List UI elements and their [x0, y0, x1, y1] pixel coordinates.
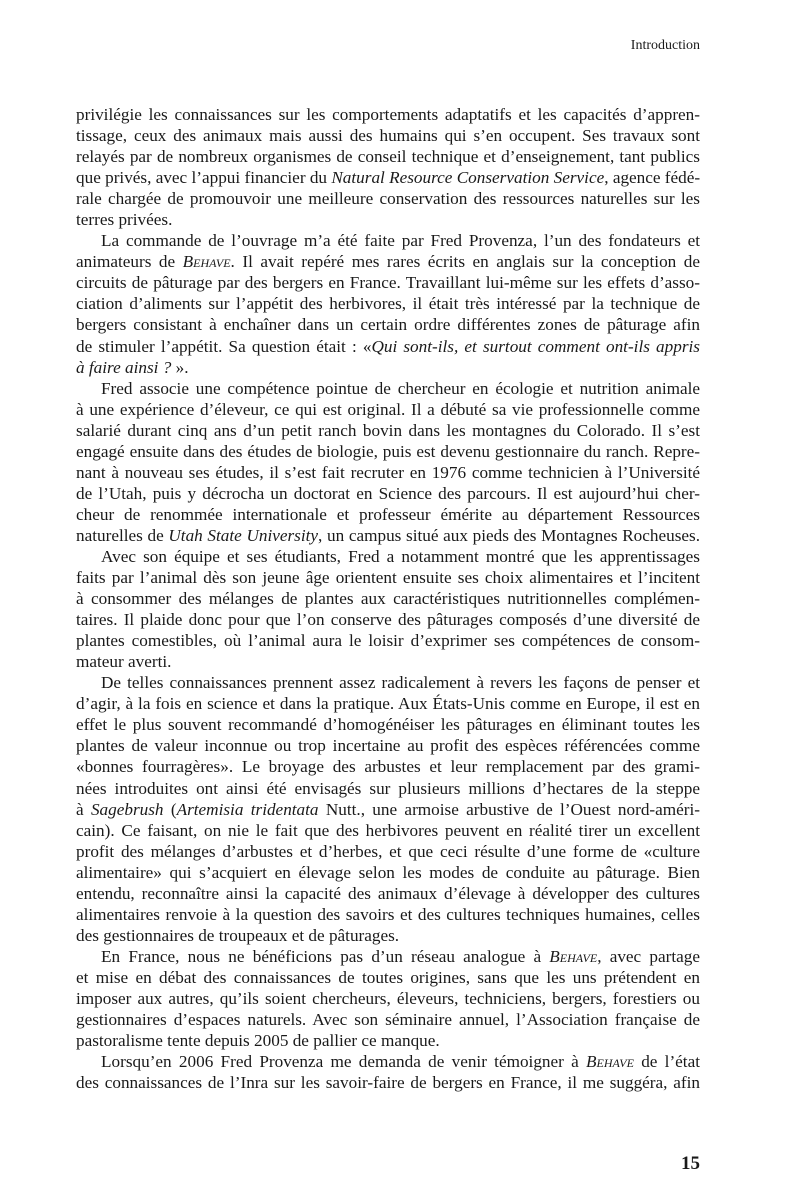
text-line: que privés, avec l’appui financier du Natural Resource Conservation Service, agence fédé-: [76, 168, 701, 188]
text-line: ciation d’aliments sur l’appétit des herbivores, il était très intéressé par la technique de: [76, 294, 700, 314]
paragraph-first-line: Avec son équipe et ses étudiants, Fred a notamment montré que les apprentissages: [101, 546, 700, 566]
text-line: et mise en débat des connaissances de toutes origines, sans que les uns prétendent en: [76, 967, 700, 987]
text-line: engagé ensuite dans des études de biologie, puis est devenu gestionnaire du ranch. Repre-: [76, 441, 700, 461]
paragraph-first-line: Lorsqu’en 2006 Fred Provenza me demanda de venir témoigner à Behave de l’état: [101, 1052, 700, 1072]
text-line: bergers consistant à enchaîner dans un certain ordre différentes zones de pâturage afin: [76, 315, 700, 335]
text-line: animateurs de Behave. Il avait repéré mes rares écrits en anglais sur la conception de: [76, 252, 700, 272]
text-line: privilégie les connaissances sur les comportements adaptatifs et les capacités d’appren-: [76, 105, 700, 124]
text-line: alimentaires renvoie à la question des savoirs et des cultures techniques humaines, celles: [76, 904, 700, 924]
text-line: tissage, ceux des animaux mais aussi des humains qui s’en occupent. Ses travaux sont: [76, 126, 700, 146]
text-line: «bonnes fourragères». Le broyage des arbustes et leur remplacement par des grami-: [76, 757, 700, 777]
text-line: des gestionnaires de troupeaux et de pâturages.: [76, 925, 400, 945]
running-head: Introduction: [630, 38, 700, 53]
paragraph-first-line: De telles connaissances prennent assez radicalement à revers les façons de penser et: [101, 673, 700, 693]
text-line: cheur de renommée internationale et professeur émérite au département Ressources: [76, 504, 700, 524]
text-line: à une expérience d’éleveur, ce qui est original. Il a débuté sa vie professionnelle comme: [76, 399, 700, 419]
paragraph-first-line: En France, nous ne bénéficions pas d’un réseau analogue à Behave, avec partage: [101, 946, 700, 966]
text-line: salarié durant cinq ans d’un petit ranch bovin dans les montagnes du Colorado. Il s’est: [76, 420, 700, 440]
text-line: à Sagebrush (Artemisia tridentata Nutt., une armoise arbustive de l’Ouest nord-améri-: [76, 799, 700, 819]
text-line: alimentaire» qui s’acquiert en élevage selon les modes de conduite au pâturage. Bien: [76, 862, 700, 882]
text-line: des connaissances de l’Inra sur les savoir-faire de bergers en France, il me suggéra, afin: [76, 1073, 700, 1093]
text-line: gestionnaires d’espaces naturels. Avec son séminaire annuel, l’Association française de: [76, 1010, 700, 1030]
text-line: entendu, reconnaître ainsi la capacité des animaux d’élevage à développer des cultures: [76, 883, 700, 903]
text-line: effet le plus souvent recommandé d’homogénéiser les pâturages en éliminant toutes les: [76, 715, 700, 735]
text-line: d’agir, à la fois en science et dans la pratique. Aux États-Unis comme en Europe, il est en: [76, 694, 700, 714]
text-line: de l’Utah, puis y décrocha un doctorat en Science des parcours. Il est aujourd’hui cher-: [76, 483, 700, 503]
text-line: imposer aux autres, qu’ils soient chercheurs, éleveurs, techniciens, bergers, forestiers ou: [76, 988, 700, 1008]
text-line: relayés par de nombreux organismes de conseil technique et d’enseignement, tant publics: [76, 147, 700, 167]
text-line: taires. Il plaide donc pour que l’on conserve des pâturages composés d’une diversité de: [76, 610, 700, 630]
text-line: mateur averti.: [76, 652, 172, 672]
text-line: de stimuler l’appétit. Sa question était : «Qui sont-ils, et surtout comment ont-ils appris: [76, 336, 700, 356]
text-line: naturelles de Utah State University, un campus situé aux pieds des Montagnes Rocheuses.: [76, 525, 700, 545]
body-text: [76, 104, 700, 1093]
text-line: à faire ainsi ? ».: [76, 357, 189, 377]
text-line: rale chargée de promouvoir une meilleure conservation des ressources naturelles sur les: [76, 189, 700, 209]
text-line: profit des mélanges d’arbustes et d’herbes, et que ceci résulte d’une forme de «culture: [76, 841, 700, 861]
paragraph-first-line: Fred associe une compétence pointue de chercheur en écologie et nutrition animale: [101, 378, 700, 398]
text-line: pastoralisme tente depuis 2005 de pallier ce manque.: [76, 1031, 440, 1051]
paragraph-first-line: La commande de l’ouvrage m’a été faite par Fred Provenza, l’un des fondateurs et: [101, 231, 700, 251]
text-line: circuits de pâturage par des bergers en France. Travaillant lui-même sur les effets d’asso-: [76, 273, 700, 293]
text-line: plantes de valeur inconnue ou trop incertaine au profit des espèces référencées comme: [76, 736, 700, 756]
text-line: à consommer des mélanges de plantes aux caractéristiques nutritionnelles complémen-: [76, 589, 700, 609]
text-line: nant à nouveau ses études, il s’est fait recruter en 1976 comme technicien à l’Université: [76, 462, 700, 482]
text-line: cain). Ce faisant, on nie le fait que des herbivores peuvent en réalité tirer un excellent: [76, 820, 700, 840]
text-line: terres privées.: [76, 210, 173, 230]
page-number: 15: [681, 1153, 700, 1174]
text-line: plantes comestibles, où l’animal aura le loisir d’exprimer ses compétences de consom-: [76, 631, 700, 651]
text-line: nées introduites ont ainsi été envisagés sur plusieurs millions d’hectares de la steppe: [76, 778, 700, 798]
text-line: faits par l’animal dès son jeune âge orientent ensuite ses choix alimentaires et l’incitent: [76, 568, 700, 588]
